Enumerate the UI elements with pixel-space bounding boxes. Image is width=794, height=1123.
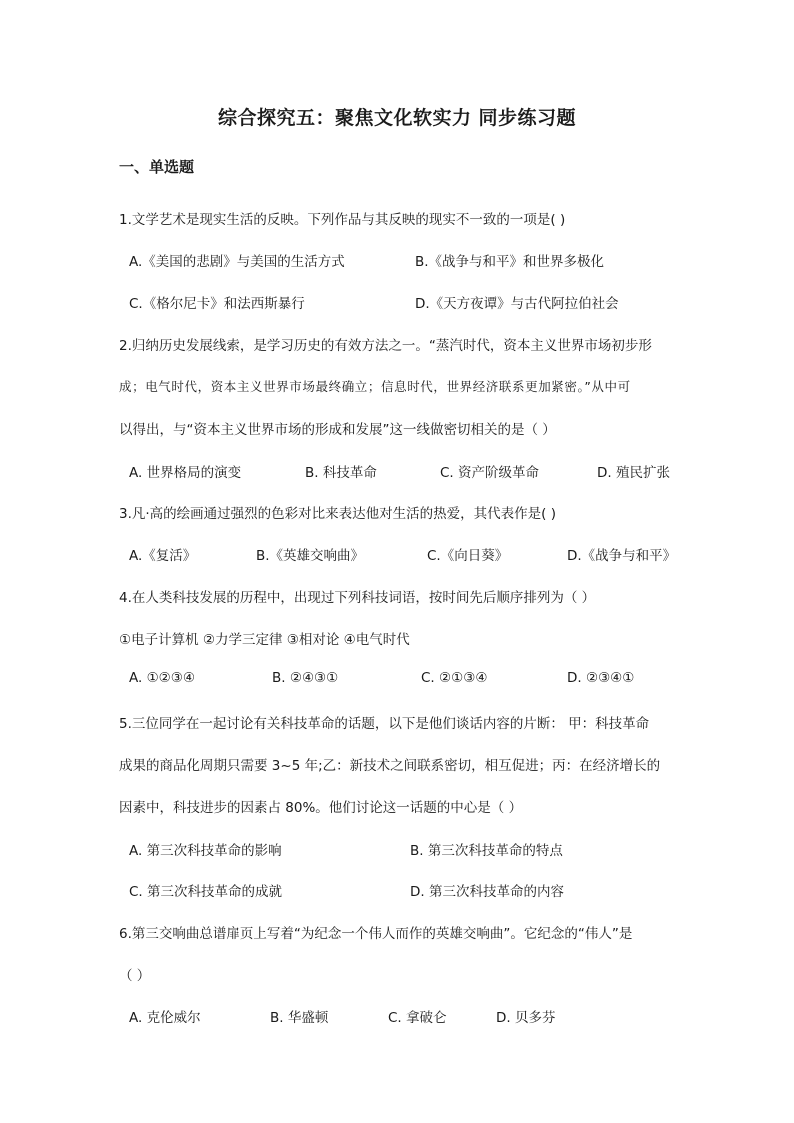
question-4-option-c[interactable]: C. ②①③④ [421,670,488,686]
question-2-option-d[interactable]: D. 殖民扩张 [597,465,670,481]
question-6-option-d[interactable]: D. 贝多芬 [496,1010,556,1026]
question-4-items: ①电子计算机 ②力学三定律 ③相对论 ④电气时代 [119,632,410,648]
question-1-option-a[interactable]: A.《美国的悲剧》与美国的生活方式 [129,254,345,270]
question-4-option-b[interactable]: B. ②④③① [272,670,339,686]
question-6-option-b[interactable]: B. 华盛顿 [270,1010,329,1026]
page-title: 综合探究五：聚焦文化软实力 同步练习题 [217,107,577,129]
question-6-option-c[interactable]: C. 拿破仑 [388,1010,447,1026]
question-2-option-c[interactable]: C. 资产阶级革命 [440,465,540,481]
question-5-stem-line-2: 成果的商品化周期只需要 3~5 年;乙：新技术之间联系密切，相互促进；丙：在经济增长的 [119,758,661,774]
question-5-stem-line-1: 5.三位同学在一起讨论有关科技革命的话题，以下是他们谈话内容的片断： 甲：科技革命 [119,716,650,732]
question-6-option-a[interactable]: A. 克伦威尔 [129,1010,201,1026]
question-2-stem-line-3: 以得出，与“资本主义世界市场的形成和发展”这一线做密切相关的是（ ） [119,422,556,438]
question-1-stem: 1.文学艺术是现实生活的反映。下列作品与其反映的现实不一致的一项是( ) [119,212,566,228]
question-6-stem-line-1: 6.第三交响曲总谱扉页上写着“为纪念一个伟人而作的英雄交响曲”。它纪念的“伟人”是 [119,926,633,942]
question-3-option-c[interactable]: C.《向日葵》 [427,548,509,564]
question-2-stem-line-2: 成；电气时代，资本主义世界市场最终确立；信息时代，世界经济联系更加紧密。”从中可 [119,379,631,394]
question-3-option-d[interactable]: D.《战争与和平》 [567,548,677,564]
question-5-option-d[interactable]: D. 第三次科技革命的内容 [410,884,564,900]
question-3-option-a[interactable]: A.《复活》 [129,548,197,564]
question-3-option-b[interactable]: B.《英雄交响曲》 [256,548,365,564]
question-2-option-a[interactable]: A. 世界格局的演变 [129,465,242,481]
question-6-stem-line-2: （ ） [119,968,151,984]
question-5-option-a[interactable]: A. 第三次科技革命的影响 [129,843,282,859]
question-4-option-a[interactable]: A. ①②③④ [129,670,195,686]
question-4-option-d[interactable]: D. ②③④① [567,670,635,686]
section-heading: 一、单选题 [119,158,195,176]
question-2-option-b[interactable]: B. 科技革命 [305,465,377,481]
question-3-stem: 3.凡·高的绘画通过强烈的色彩对比来表达他对生活的热爱，其代表作是( ) [119,506,556,522]
question-1-option-c[interactable]: C.《格尔尼卡》和法西斯暴行 [129,296,305,312]
question-4-stem: 4.在人类科技发展的历程中，出现过下列科技词语，按时间先后顺序排列为（ ） [119,590,596,606]
question-2-stem-line-1: 2.归纳历史发展线索，是学习历史的有效方法之一。“蒸汽时代，资本主义世界市场初步形 [119,338,652,354]
question-5-stem-line-3: 因素中，科技进步的因素占 80%。他们讨论这一话题的中心是（ ） [119,800,523,816]
question-5-option-b[interactable]: B. 第三次科技革命的特点 [410,843,563,859]
question-1-option-b[interactable]: B.《战争与和平》和世界多极化 [415,254,605,270]
question-5-option-c[interactable]: C. 第三次科技革命的成就 [129,884,283,900]
question-1-option-d[interactable]: D.《天方夜谭》与古代阿拉伯社会 [415,296,619,312]
